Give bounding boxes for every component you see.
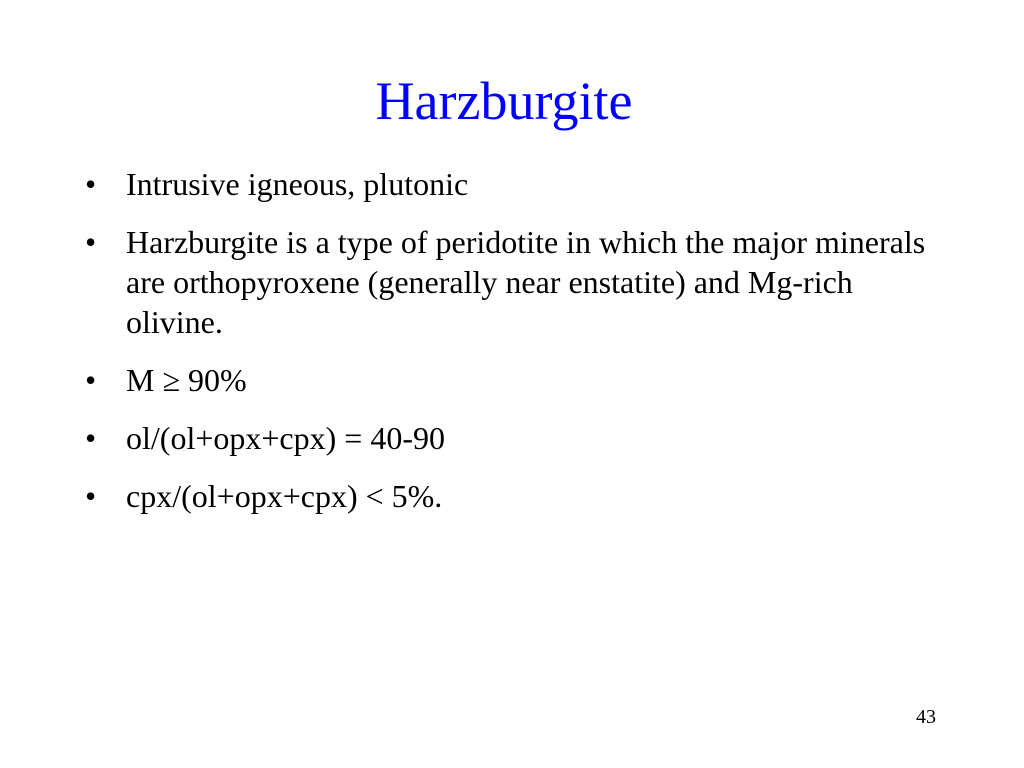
- bullet-text: Intrusive igneous, plutonic: [126, 166, 469, 202]
- bullet-text: ol/(ol+opx+cpx) = 40-90: [126, 420, 445, 456]
- bullet-text: M ≥ 90%: [126, 362, 247, 398]
- bullet-item: [85, 164, 945, 204]
- bullet-text: cpx/(ol+opx+cpx) < 5%.: [126, 478, 443, 514]
- bullet-text: Harzburgite is a type of peridotite in which the major minerals are orthopyroxene (generally near enstatite) and Mg-rich olivine.: [126, 224, 926, 340]
- bullet-item: [85, 222, 945, 342]
- bullet-item: [85, 418, 945, 458]
- bullet-list: [85, 164, 945, 534]
- bullet-dot-icon: •: [85, 420, 97, 456]
- bullet-dot-icon: •: [85, 166, 97, 202]
- bullet-item: [85, 476, 945, 516]
- bullet-dot-icon: •: [85, 224, 97, 260]
- slide-title: Harzburgite: [375, 71, 633, 131]
- page-number: 43: [916, 706, 936, 728]
- bullet-dot-icon: •: [85, 362, 97, 398]
- bullet-item: [85, 360, 945, 400]
- bullet-dot-icon: •: [85, 478, 97, 514]
